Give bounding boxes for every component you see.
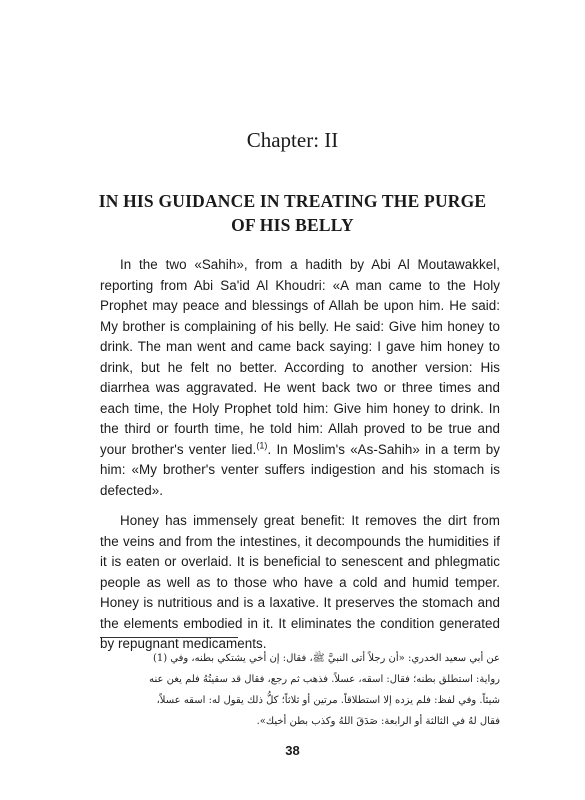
footnote — [100, 648, 500, 732]
paragraph-1-tail: . In Moslim's «As-Sahih» in a term by him: «My brother's venter suffers indigestion and his stomach is defected». — [100, 441, 500, 498]
footnote-line-4: فقال لهُ في الثالثة أو الرابعة: صَدَقَ اللهُ وكذب بطن أخيك». — [256, 716, 500, 727]
paragraph-1 — [100, 255, 500, 501]
footnote-divider — [100, 637, 238, 638]
footnote-reference: (1) — [256, 440, 268, 451]
chapter-title: Chapter: II — [246, 128, 339, 152]
paragraph-1-text: In the two «Sahih», from a hadith by Abi Al Moutawakkel, reporting from Abi Sa'id Al Khoudri: «A man came to the Holy Prophet may peace and blessings of Allah be upon him. He said: My brother is complaining of his belly. He said: Give him honey to drink. The man went and came back saying: I gave him honey to drink, but he felt no better. According to another version: His diarrhea was aggravated. He went back two or three times and each time, the Holy Prophet told him: Give him honey to drink. In the third or fourth time, he told him: Allah proved to be true and your brother's venter lied. — [100, 257, 500, 457]
section-heading: IN HIS GUIDANCE IN TREATING THE PURGE OF HIS BELLY — [98, 191, 487, 235]
footnote-number: (1) — [152, 653, 168, 664]
footnote-line-3: شيئاً. وفي لفظ: فلم يزده إلا استطلاقاً. مرتين أو ثلاثاً؛ كلُّ ذلك يقول له: اسقه عسلاً، — [156, 695, 500, 706]
page-number: 38 — [285, 743, 300, 758]
footnote-line-1-text: عن أبي سعيد الخدري: «أن رجلاً أتى النبيَّ ﷺ، فقال: إن أخي يشتكي بطنه، وفي — [170, 653, 500, 664]
footnote-line-1 — [100, 648, 500, 669]
paragraph-2: Honey has immensely great benefit: It removes the dirt from the veins and from the intestines, it decompounds the humidities if it is eaten or overlaid. It is beneficial to senescent and phlegmatic people as well as to those who have a cold and humid temper. Honey is nutritious and is a laxative. It preserves the stomach and the elements embodied in it. It eliminates the condition generated by repugnant medicaments. — [100, 513, 500, 651]
footnote-line-2: رواية: استطلق بطنه؛ فقال: اسقه، عسلاً. فذهب ثم رجع، فقال قد سقيتُهُ فلم يغن عنه — [149, 674, 500, 685]
body-text — [100, 255, 500, 655]
